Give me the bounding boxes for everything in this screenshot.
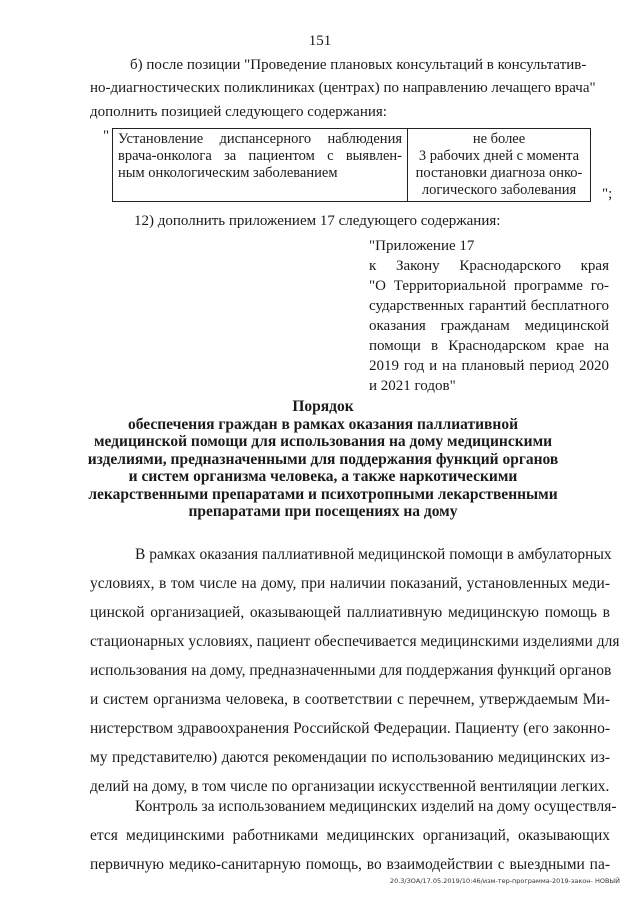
table-cell-line: постановки диагноза онко-	[415, 165, 583, 181]
paragraph-line: условиях, в том числе на дому, при наличии показаний, установленных меди-	[90, 575, 610, 592]
intro-line-2: но-диагностических поликлиниках (центрах) по направлению лечащего врача"	[90, 80, 596, 96]
appendix-line: и 2021 годов"	[369, 378, 456, 394]
appendix-header	[369, 236, 609, 396]
table-cell-line: ным онкологическим заболеванием	[118, 165, 338, 181]
table-close-quote: ";	[602, 186, 613, 202]
intro-line-1: б) после позиции "Проведение плановых консультаций в консультатив-	[130, 57, 587, 73]
paragraph-line: ется медицинскими работниками медицинских организаций, оказывающих	[90, 827, 610, 844]
table-cell-line: логического заболевания	[421, 182, 577, 198]
table-open-quote: "	[103, 128, 110, 144]
table-cell-term	[408, 129, 590, 201]
intro-line-3: дополнить позицией следующего содержания:	[90, 104, 387, 120]
item-12: 12) дополнить приложением 17 следующего содержания:	[134, 213, 501, 229]
title-line: и систем организма человека, а также наркотическими	[128, 468, 518, 485]
appendix-line: "Приложение 17	[369, 238, 475, 254]
title-line: изделиями, предназначенными для поддержания функций органов	[87, 450, 559, 468]
paragraph-line: использования на дому, предназначенными для поддержания функций органов	[90, 662, 612, 679]
appendix-line: "О Территориальной программе го-	[369, 278, 609, 294]
appendix-line: сударственных гарантий бесплатного	[369, 298, 609, 314]
paragraph-line: делий на дому, в том числе по организации искусственной вентиляции легких.	[90, 778, 610, 795]
appendix-line: 2019 год и на плановый период 2020	[369, 358, 609, 374]
title-line: обеспечения граждан в рамках оказания паллиативной	[127, 415, 518, 433]
document-title	[80, 398, 566, 521]
table-cell-line: не более	[472, 131, 526, 147]
table-cell-line: врача-онколога за пациентом с выявлен-	[118, 148, 402, 164]
footer-file-stamp: 20.3/ЗОА/17.05.2019/10:46/изм-тер-программа-2019-закон- НОВЫЙ	[389, 877, 620, 885]
paragraph-line: Контроль за использованием медицинских изделий на дому осуществля-	[135, 798, 617, 815]
title-line: Порядок	[292, 398, 354, 415]
paragraph-line: первичную медико-санитарную помощь, во взаимодействии с выездными па-	[90, 856, 610, 873]
appendix-line: оказания гражданам медицинской	[369, 318, 609, 334]
appendix-line: помощи в Краснодарском крае на	[369, 338, 609, 354]
appendix-line: к Закону Краснодарского края	[369, 258, 609, 274]
paragraph-1	[90, 540, 620, 801]
title-line: медицинской помощи для использования на дому медицинскими	[93, 433, 553, 450]
paragraph-line: стационарных условиях, пациент обеспечивается медицинскими изделиями для	[90, 633, 620, 650]
paragraph-line: и систем организма человека, в соответствии с перечнем, утверждаемым Ми-	[90, 691, 610, 708]
paragraph-line: цинской организацией, оказывающей паллиативную медицинскую помощь в	[90, 604, 610, 621]
table-cell-line: Установление диспансерного наблюдения	[118, 131, 402, 147]
paragraph-line: му представителю) даются рекомендации по использованию медицинских из-	[90, 749, 610, 766]
title-line: препаратами при посещениях на дому	[188, 503, 458, 520]
insert-table	[112, 128, 591, 202]
title-line: лекарственными препаратами и психотропными лекарственными	[88, 485, 558, 503]
paragraph-2	[90, 792, 617, 879]
paragraph-line: В рамках оказания паллиативной медицинской помощи в амбулаторных	[135, 546, 612, 563]
paragraph-line: нистерством здравоохранения Российской Федерации. Пациенту (его законно-	[90, 720, 610, 737]
table-cell-line: 3 рабочих дней с момента	[418, 148, 580, 164]
page-number: 151	[308, 33, 332, 49]
table-cell-position	[113, 129, 408, 201]
